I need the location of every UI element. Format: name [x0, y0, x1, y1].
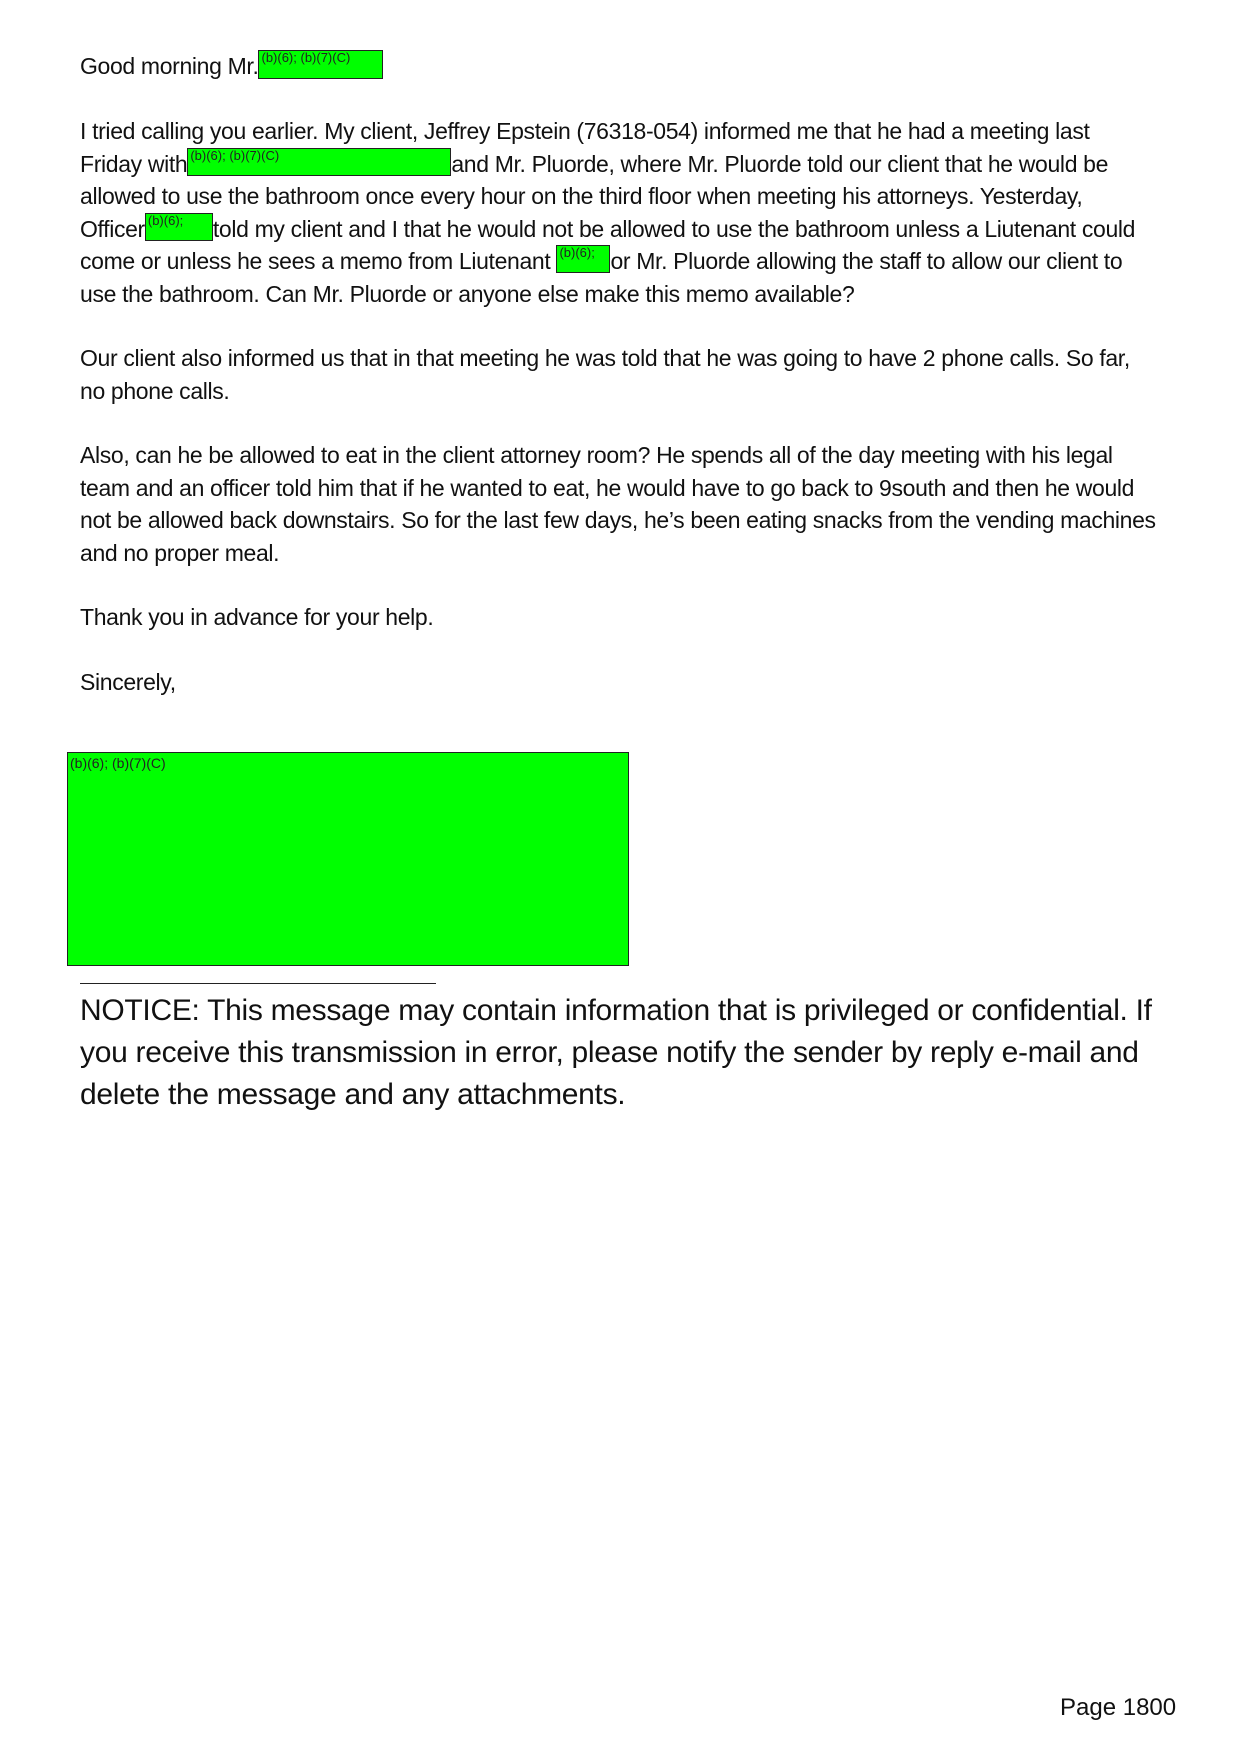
paragraph-1-line-6 — [80, 278, 854, 311]
paragraph-text: use the bathroom. Can Mr. Pluorde or anyone else make this memo available? — [80, 280, 855, 307]
redaction-code: (b)(6); (b)(7)(C) — [70, 755, 166, 771]
paragraph-text: or Mr. Pluorde allowing the staff to allow our client to — [610, 248, 1123, 274]
redaction-box — [187, 148, 451, 176]
redaction-code: (b)(6); — [147, 212, 184, 228]
paragraph-text: Friday with — [80, 150, 188, 177]
page-number: Page 1800 — [1060, 1694, 1177, 1721]
paragraph-3-line-2 — [80, 472, 1134, 505]
paragraph-3-line-1 — [80, 439, 1113, 472]
closing-line — [80, 666, 176, 699]
paragraph-1-line-5 — [80, 245, 1122, 278]
paragraph-1-line-2 — [80, 148, 1108, 181]
paragraph-1-line-3 — [80, 180, 1082, 213]
paragraph-text: allowed to use the bathroom once every hour on the third floor when meeting his attorneys. Yesterday, — [80, 183, 1083, 209]
greeting-line — [80, 50, 383, 83]
redaction-box — [556, 245, 610, 273]
redaction-code: (b)(6); — [559, 245, 595, 260]
paragraph-text: and Mr. Pluorde, where Mr. Pluorde told our client that he would be — [451, 150, 1109, 177]
paragraph-text: not be allowed back downstairs. So for the last few days, he’s been eating snacks from the vending machines — [80, 507, 1156, 533]
paragraph-3-line-4 — [80, 537, 279, 570]
paragraph-text: Officer — [80, 215, 145, 242]
confidentiality-notice: NOTICE: This message may contain information that is privileged or confidential. If you receive this transmission in error, please notify the sender by reply e-mail and delete the message and any attachments. — [80, 994, 1152, 1111]
paragraph-text: team and an officer told him that if he wanted to eat, he would have to go back to 9south and then he would — [80, 474, 1135, 501]
paragraph-text: and no proper meal. — [80, 539, 280, 566]
paragraph-1-line-1 — [80, 115, 1090, 148]
paragraph-text: Our client also informed us that in that meeting he was told that he was going to have 2 phone calls. So far, — [80, 345, 1130, 371]
paragraph-text: Also, can he be allowed to eat in the client attorney room? He spends all of the day meeting with his legal — [80, 442, 1113, 468]
paragraph-text: no phone calls. — [80, 377, 230, 404]
redaction-code: (b)(6); (b)(7)(C) — [190, 147, 280, 163]
paragraph-text: told my client and I that he would not be allowed to use the bathroom unless a Liutenant could — [212, 215, 1136, 242]
closing-text: Sincerely, — [80, 669, 176, 695]
paragraph-2-line-2 — [80, 375, 229, 408]
thanks-text: Thank you in advance for your help. — [80, 604, 434, 630]
redaction-box — [258, 50, 383, 79]
redaction-box — [145, 213, 213, 241]
redaction-code: (b)(6); (b)(7)(C) — [261, 50, 351, 65]
signature-redaction-box — [67, 752, 629, 966]
paragraph-2-line-1 — [80, 342, 1130, 375]
notice-divider — [80, 983, 436, 984]
paragraph-3-line-3 — [80, 504, 1156, 537]
paragraph-text: I tried calling you earlier. My client, Jeffrey Epstein (76318-054) informed me that he had a meeting last — [80, 118, 1090, 144]
thanks-line — [80, 601, 433, 634]
paragraph-1-line-4 — [80, 213, 1135, 246]
greeting-text: Good morning Mr. — [80, 53, 259, 79]
paragraph-text: come or unless he sees a memo from Liutenant — [80, 248, 551, 274]
